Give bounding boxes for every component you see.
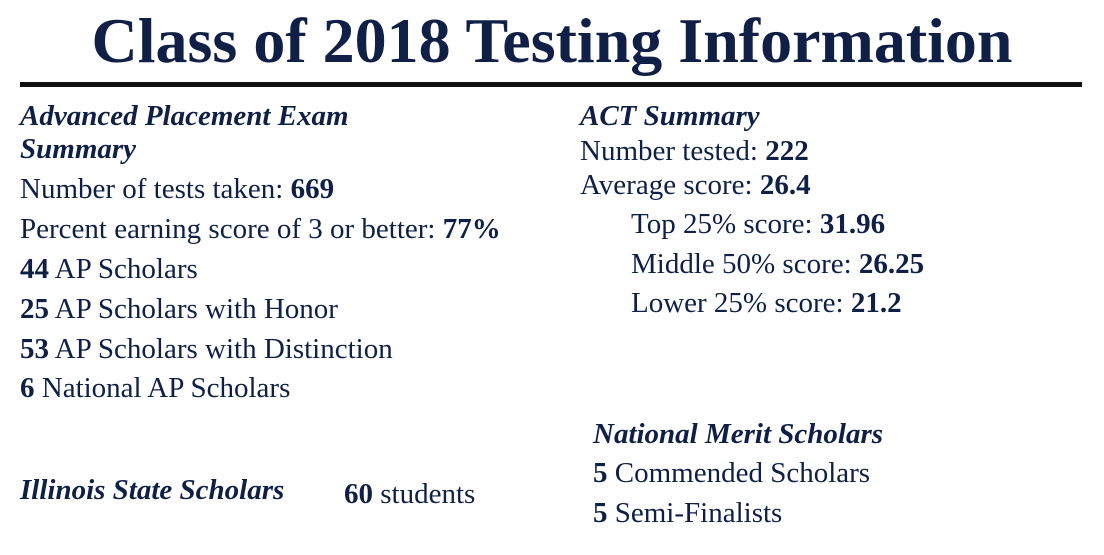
ap-tests-taken <box>20 172 334 206</box>
act-number-tested <box>580 134 809 168</box>
act-tested-label: Number tested: <box>580 135 766 167</box>
act-average-value: 26.4 <box>759 169 811 201</box>
illinois-count-value: 60 <box>344 478 373 510</box>
act-top-label: Top 25% score: <box>631 208 820 240</box>
act-lower-label: Lower 25% score: <box>631 287 851 319</box>
page-title: Class of 2018 Testing Information <box>91 5 1013 76</box>
act-middle-score <box>631 247 924 281</box>
ap-tests-value: 669 <box>290 173 335 205</box>
merit-semifinal-value: 5 <box>593 497 608 529</box>
merit-commended-label: Commended Scholars <box>607 457 871 489</box>
ap-national-scholars <box>20 371 290 405</box>
merit-heading: National Merit Scholars <box>593 418 884 450</box>
merit-commended-value: 5 <box>593 457 608 489</box>
title-divider <box>20 82 1082 87</box>
ap-national-label: National AP Scholars <box>34 372 291 404</box>
merit-commended <box>593 456 870 490</box>
ap-heading-line1: Advanced Placement Exam <box>20 100 349 132</box>
merit-semifinal-label: Semi-Finalists <box>607 497 783 529</box>
illinois-heading: Illinois State Scholars <box>20 474 285 506</box>
ap-heading-line2: Summary <box>20 133 137 165</box>
act-top-score <box>631 207 885 241</box>
ap-distinction-label: AP Scholars with Distinction <box>49 333 393 365</box>
ap-percent-score <box>20 212 501 246</box>
ap-scholars <box>20 252 198 286</box>
ap-scholars-value: 44 <box>20 253 49 285</box>
ap-tests-label: Number of tests taken: <box>20 173 291 205</box>
merit-semifinalists <box>593 496 782 530</box>
act-lower-score <box>631 286 902 320</box>
ap-scholars-honor <box>20 292 338 326</box>
ap-scholars-label: AP Scholars <box>49 253 198 285</box>
ap-honor-label: AP Scholars with Honor <box>49 293 338 325</box>
act-average-label: Average score: <box>580 169 760 201</box>
illinois-count <box>344 477 475 511</box>
ap-distinction-value: 53 <box>20 333 49 365</box>
act-average-score <box>580 168 811 202</box>
act-lower-value: 21.2 <box>850 287 902 319</box>
ap-honor-value: 25 <box>20 293 49 325</box>
act-middle-value: 26.25 <box>858 248 925 280</box>
illinois-count-unit: students <box>373 478 476 510</box>
act-top-value: 31.96 <box>819 208 886 240</box>
act-heading: ACT Summary <box>580 100 760 132</box>
ap-national-value: 6 <box>20 372 35 404</box>
act-tested-value: 222 <box>765 135 809 167</box>
ap-scholars-distinction <box>20 332 393 366</box>
ap-percent-label: Percent earning score of 3 or better: <box>20 213 443 245</box>
act-middle-label: Middle 50% score: <box>631 248 859 280</box>
ap-percent-value: 77% <box>442 213 501 245</box>
